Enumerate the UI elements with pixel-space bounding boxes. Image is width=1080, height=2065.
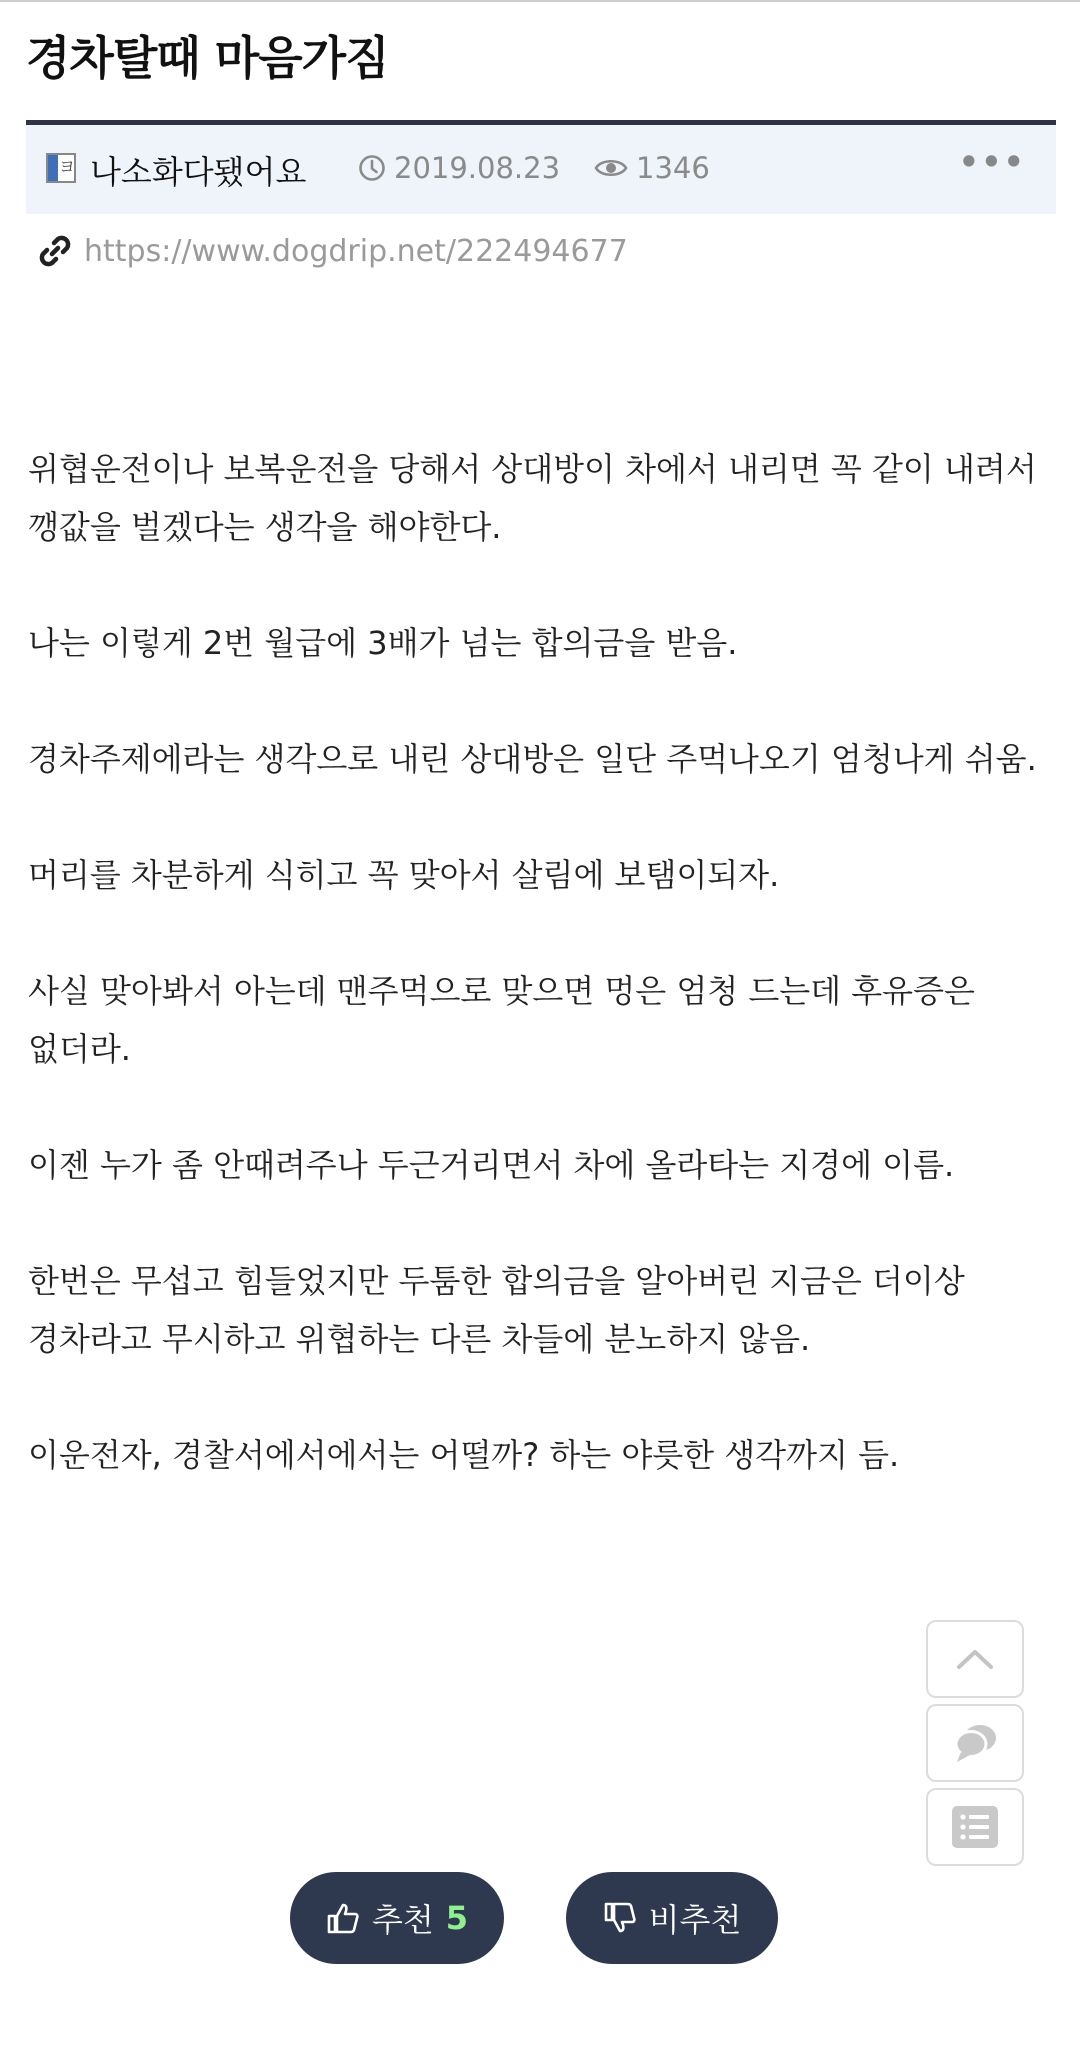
more-options-button[interactable]: ••• <box>958 143 1026 181</box>
paragraph: 머리를 차분하게 식히고 꼭 맞아서 살림에 보탬이되자. <box>28 856 780 894</box>
post-title: 경차탈때 마음가짐 <box>26 31 389 85</box>
paragraph: 사실 맞아봐서 아는데 맨주먹으로 맞으면 멍은 엄청 드는데 후유증은 없더라. <box>28 972 975 1068</box>
author-avatar[interactable] <box>46 153 76 183</box>
list-icon <box>952 1806 998 1848</box>
post-content <box>28 440 1058 1542</box>
date-text: 2019.08.23 <box>394 151 561 185</box>
thumbs-up-icon <box>326 1901 360 1935</box>
thumbs-down-icon <box>603 1901 637 1935</box>
chevron-up-icon <box>955 1647 995 1671</box>
post-date <box>358 151 560 185</box>
link-icon <box>36 232 74 270</box>
downvote-label: 비추천 <box>648 1901 742 1939</box>
top-divider <box>0 0 1080 2</box>
clock-icon <box>358 154 386 182</box>
downvote-button[interactable] <box>566 1872 778 1964</box>
paragraph: 위협운전이나 보복운전을 당해서 상대방이 차에서 내리면 꼭 같이 내려서 깽값을 벌겠다는 생각을 해야한다. <box>28 450 1037 546</box>
comment-icon <box>951 1721 999 1765</box>
post-meta-bar <box>26 120 1056 214</box>
post-link[interactable] <box>36 232 628 270</box>
upvote-count: 5 <box>445 1899 469 1937</box>
eye-icon <box>594 156 628 180</box>
post-url[interactable]: https://www.dogdrip.net/222494677 <box>84 233 628 269</box>
list-button[interactable] <box>926 1788 1024 1866</box>
comments-button[interactable] <box>926 1704 1024 1782</box>
post-views <box>594 151 710 185</box>
upvote-label: 추천 <box>371 1901 434 1939</box>
paragraph: 경차주제에라는 생각으로 내린 상대방은 일단 주먹나오기 엄청나게 쉬움. <box>28 740 1037 778</box>
paragraph: 이젠 누가 좀 안때려주나 두근거리면서 차에 올라타는 지경에 이름. <box>28 1146 955 1184</box>
author-name[interactable]: 나소화다됐어요 <box>90 153 307 191</box>
upvote-button[interactable] <box>290 1872 504 1964</box>
paragraph: 한번은 무섭고 힘들었지만 두툼한 합의금을 알아버린 지금은 더이상 경차라고 무시하고 위협하는 다른 차들에 분노하지 않음. <box>28 1262 965 1358</box>
paragraph: 나는 이렇게 2번 월급에 3배가 넘는 합의금을 받음. <box>28 624 738 662</box>
views-count: 1346 <box>636 151 710 185</box>
paragraph: 이운전자, 경찰서에서에서는 어떨까? 하는 야릇한 생각까지 듬. <box>28 1436 900 1474</box>
scroll-top-button[interactable] <box>926 1620 1024 1698</box>
